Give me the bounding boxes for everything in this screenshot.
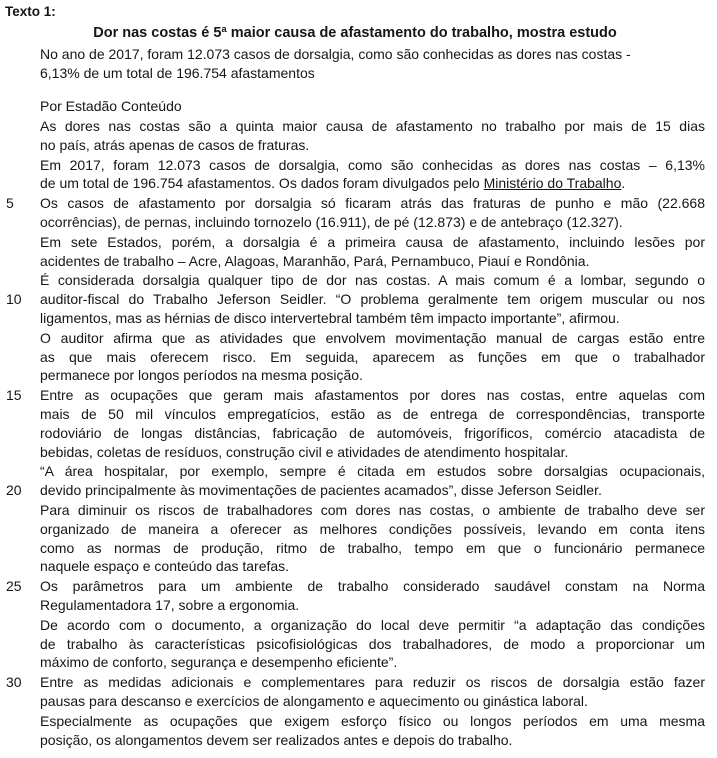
text-line bbox=[5, 271, 705, 290]
text-segment: Em sete Estados, porém, a dorsalgia é a primeira causa de afastamento, incluindo lesões por bbox=[40, 233, 705, 250]
line-number bbox=[5, 596, 40, 615]
line-text bbox=[40, 443, 705, 462]
text-line bbox=[5, 136, 705, 155]
text-segment: de trabalho às características psicofisiológicas dos trabalhadores, de modo a proporcionar um bbox=[40, 635, 705, 652]
line-text bbox=[40, 539, 705, 558]
text-segment: permanece por longos períodos na mesma posição. bbox=[40, 367, 363, 384]
text-segment: O auditor afirma que as atividades que envolvem movimentação manual de cargas estão entre bbox=[40, 329, 705, 346]
line-text bbox=[40, 577, 705, 596]
text-segment: acidentes de trabalho – Acre, Alagoas, Maranhão, Pará, Pernambuco, Piauí e Rondônia. bbox=[40, 252, 590, 269]
line-text bbox=[40, 596, 705, 615]
line-number bbox=[5, 309, 40, 328]
text-segment: bebidas, coletas de resíduos, construção civil e atividades de atendimento hospitalar. bbox=[40, 443, 569, 460]
line-text bbox=[40, 290, 705, 309]
text-line bbox=[5, 309, 705, 328]
line-number bbox=[5, 731, 40, 750]
line-number bbox=[5, 653, 40, 672]
line-text bbox=[40, 673, 705, 692]
line-number bbox=[5, 520, 40, 539]
line-text bbox=[40, 731, 705, 750]
line-text bbox=[40, 481, 705, 500]
line-text bbox=[40, 520, 705, 539]
text-segment: Entre as ocupações que geram mais afastamentos por dores nas costas, entre aquelas com bbox=[40, 387, 705, 404]
line-number bbox=[5, 366, 40, 385]
line-text bbox=[40, 348, 705, 367]
text-line bbox=[5, 424, 705, 443]
text-segment: auditor-fiscal do Trabalho Jeferson Seidler. “O problema geralmente tem origem muscular ou nos bbox=[40, 291, 705, 308]
line-number bbox=[5, 424, 40, 443]
text-line bbox=[5, 443, 705, 462]
line-number: 20 bbox=[6, 482, 22, 499]
line-number bbox=[5, 117, 40, 136]
text-segment: organizado de maneira a oferecer as melhores condições possíveis, levando em conta itens bbox=[40, 520, 705, 537]
line-number: 30 bbox=[6, 674, 22, 691]
line-number bbox=[5, 539, 40, 558]
text-line bbox=[5, 653, 705, 672]
line-text bbox=[40, 462, 705, 481]
line-number bbox=[5, 635, 40, 654]
line-number bbox=[5, 233, 40, 252]
line-number: 5 bbox=[6, 195, 14, 212]
byline: Por Estadão Conteúdo bbox=[40, 98, 182, 114]
text-segment: as que mais oferecem risco. Em seguida, aparecem as funções em que o trabalhador bbox=[40, 348, 705, 365]
text-segment: Em 2017, foram 12.073 casos de dorsalgia, como são conhecidas as dores nas costas – 6,13% bbox=[40, 156, 705, 173]
text-segment: pausas para descanso e exercícios de alongamento e aquecimento ou ginástica laboral. bbox=[40, 692, 588, 709]
text-line bbox=[5, 577, 705, 596]
text-line bbox=[5, 692, 705, 711]
line-number: 25 bbox=[6, 578, 22, 595]
line-text bbox=[40, 653, 705, 672]
text-line bbox=[5, 520, 705, 539]
text-line bbox=[5, 213, 705, 232]
text-line bbox=[5, 557, 705, 576]
text-line bbox=[5, 712, 705, 731]
text-segment: posição, os alongamentos devem ser realizados antes e depois do trabalho. bbox=[40, 731, 513, 748]
text-line bbox=[5, 348, 705, 367]
text-segment: ligamentos, mas as hérnias de disco intervertebral também têm impacto importante”, afirmou. bbox=[40, 309, 620, 326]
text-line bbox=[5, 366, 705, 385]
body-lines bbox=[5, 117, 705, 749]
text-line bbox=[5, 539, 705, 558]
line-number bbox=[5, 252, 40, 271]
text-segment: Os casos de afastamento por dorsalgia só ficaram atrás das fraturas de punho e mão (22.668 bbox=[40, 195, 705, 212]
line-number bbox=[5, 692, 40, 711]
line-number bbox=[5, 712, 40, 731]
text-line bbox=[5, 329, 705, 348]
line-number bbox=[5, 557, 40, 576]
line-text bbox=[40, 616, 705, 635]
lead-line: No ano de 2017, foram 12.073 casos de dorsalgia, como são conhecidas as dores nas costas - bbox=[40, 46, 631, 62]
line-text bbox=[40, 136, 705, 155]
line-number bbox=[5, 156, 40, 175]
line-number bbox=[5, 501, 40, 520]
line-text bbox=[40, 501, 705, 520]
text-segment: Os parâmetros para um ambiente de trabalho considerado saudável constam na Norma bbox=[40, 578, 705, 595]
line-text bbox=[40, 213, 705, 232]
text-line bbox=[5, 233, 705, 252]
line-text bbox=[40, 635, 705, 654]
text-line bbox=[5, 156, 705, 175]
line-text bbox=[40, 233, 705, 252]
line-text bbox=[40, 712, 705, 731]
text-segment: devido principalmente às movimentações de pacientes acamados”, disse Jeferson Seidler. bbox=[40, 482, 602, 499]
text-line bbox=[5, 673, 705, 692]
text-line bbox=[5, 616, 705, 635]
line-number bbox=[5, 348, 40, 367]
line-number: 10 bbox=[6, 291, 22, 308]
text-line bbox=[5, 117, 705, 136]
text-line bbox=[5, 462, 705, 481]
article-title: Dor nas costas é 5ª maior causa de afastamento do trabalho, mostra estudo bbox=[93, 25, 617, 41]
text-segment: De acordo com o documento, a organização do local deve permitir “a adaptação das condições bbox=[40, 616, 705, 633]
line-number bbox=[5, 616, 40, 635]
text-segment: no país, atrás apenas de casos de fraturas. bbox=[40, 136, 310, 153]
text-segment: Regulamentadora 17, sobre a ergonomia. bbox=[40, 596, 300, 613]
text-segment: . bbox=[621, 175, 626, 192]
text-segment: As dores nas costas são a quinta maior causa de afastamento no trabalho por mais de 15 dias bbox=[40, 118, 705, 134]
text-segment: como as normas de produção, ritmo de trabalho, tempo em que o funcionário permanece bbox=[40, 539, 705, 556]
line-number bbox=[5, 462, 40, 481]
text-line bbox=[5, 501, 705, 520]
line-number bbox=[5, 329, 40, 348]
line-text bbox=[40, 692, 705, 711]
line-text bbox=[40, 366, 705, 385]
line-number bbox=[5, 136, 40, 155]
line-text bbox=[40, 386, 705, 405]
text-segment: máximo de conforto, segurança e desempenho eficiente”. bbox=[40, 654, 398, 671]
line-number bbox=[5, 271, 40, 290]
text-segment: rodoviário de longas distâncias, fabricação de automóveis, frigoríficos, comércio atacadista de bbox=[40, 424, 705, 441]
text-line bbox=[5, 194, 705, 213]
lead-line: 6,13% de um total de 196.754 afastamentos bbox=[40, 65, 315, 81]
line-text bbox=[40, 424, 705, 443]
text-line bbox=[5, 481, 705, 500]
text-segment: mais de 50 mil vínculos empregatícios, estão as de entrega de correspondências, transporte bbox=[40, 405, 705, 422]
line-text bbox=[40, 405, 705, 424]
document-label: Texto 1: bbox=[5, 4, 56, 19]
link-ministerio-do-trabalho[interactable]: Ministério do Trabalho bbox=[483, 175, 622, 192]
text-line bbox=[5, 635, 705, 654]
text-segment: É considerada dorsalgia qualquer tipo de dor nas costas. A mais comum é a lombar, segundo o bbox=[40, 272, 705, 289]
text-segment: naquele espaço e conteúdo das tarefas. bbox=[40, 558, 290, 575]
line-text bbox=[40, 174, 705, 193]
line-text bbox=[40, 194, 705, 213]
text-segment: de um total de 196.754 afastamentos. Os dados foram divulgados pelo bbox=[40, 175, 484, 192]
text-line bbox=[5, 596, 705, 615]
text-segment: Entre as medidas adicionais e complementares para reduzir os riscos de dorsalgia estão fazer bbox=[40, 674, 705, 691]
text-segment: “A área hospitalar, por exemplo, sempre é citada em estudos sobre dorsalgias ocupacionais, bbox=[40, 463, 705, 480]
text-segment: ocorrências), de pernas, incluindo tornozelo (16.911), de pé (12.873) e de antebraço (12.327). bbox=[40, 213, 623, 230]
text-line bbox=[5, 405, 705, 424]
line-number bbox=[5, 174, 40, 193]
article-lead bbox=[40, 45, 705, 83]
line-number bbox=[5, 213, 40, 232]
line-text bbox=[40, 271, 705, 290]
line-number bbox=[5, 405, 40, 424]
line-text bbox=[40, 252, 705, 271]
line-text bbox=[40, 557, 705, 576]
line-number bbox=[5, 443, 40, 462]
line-number: 15 bbox=[6, 387, 22, 404]
text-line bbox=[5, 252, 705, 271]
line-text bbox=[40, 309, 705, 328]
text-line bbox=[5, 731, 705, 750]
text-line bbox=[5, 174, 705, 193]
line-text bbox=[40, 329, 705, 348]
text-line bbox=[5, 386, 705, 405]
text-line bbox=[5, 290, 705, 309]
text-segment: Para diminuir os riscos de trabalhadores com dores nas costas, o ambiente de trabalho deve ser bbox=[40, 501, 705, 518]
line-text bbox=[40, 156, 705, 175]
line-text bbox=[40, 117, 705, 136]
text-segment: Especialmente as ocupações que exigem esforço físico ou longos períodos em uma mesma bbox=[40, 712, 705, 729]
